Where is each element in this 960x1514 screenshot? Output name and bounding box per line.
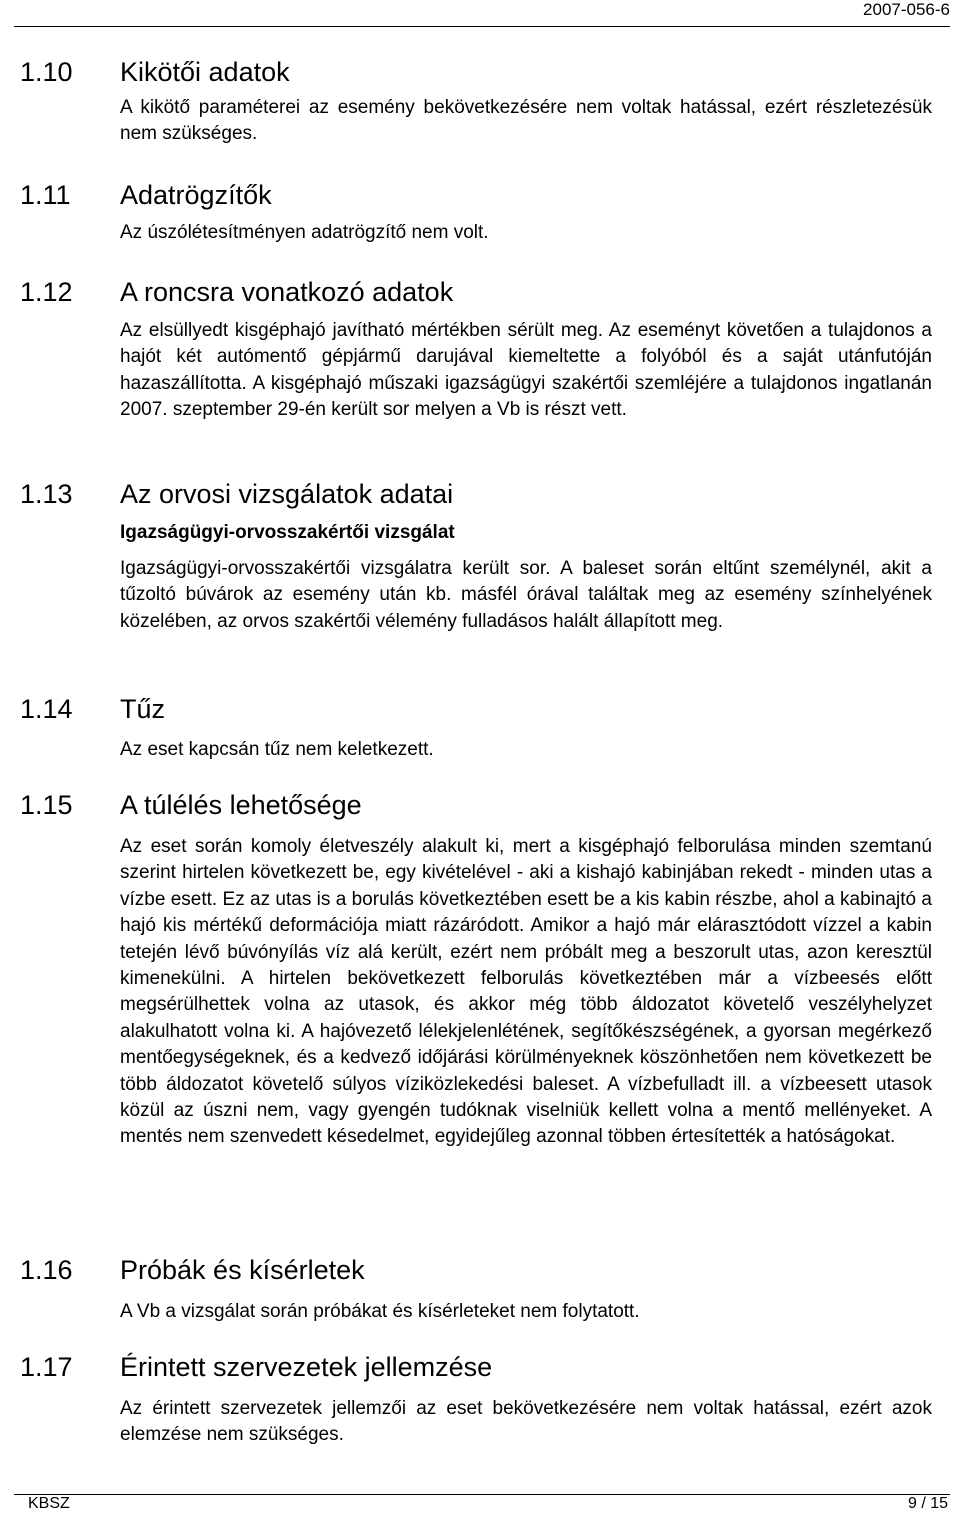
section-1-16 [20, 1253, 932, 1325]
header-divider [14, 26, 950, 27]
section-heading [20, 788, 932, 822]
section-1-11 [20, 178, 932, 246]
section-1-10 [20, 55, 932, 148]
section-1-13 [20, 477, 932, 635]
section-heading [20, 55, 932, 89]
section-body: Az elsüllyedt kisgéphajó javítható mértékben sérült meg. Az eseményt követően a tulajdonos a hajót két autómentő gépjármű darujával kiemeltette a folyóból és a saját utánfutóján hazaszállította. A kisgéphajó műszaki igazságügyi szakértői szemléjére a tulajdonos ingatlanán 2007. szeptember 29-én került sor melyen a Vb is részt vett. [120, 320, 932, 421]
section-body: Az érintett szervezetek jellemzői az eset bekövetkezésére nem voltak hatással, ezért azok elemzése nem szükséges. [120, 1398, 932, 1446]
footer-organization: KBSZ [28, 1495, 70, 1512]
section-number: 1.17 [20, 1352, 73, 1382]
section-number: 1.15 [20, 790, 73, 820]
section-body: A kikötő paraméterei az esemény bekövetkezésére nem voltak hatással, ezért részletezésük nem szükséges. [120, 97, 932, 145]
section-title: A roncsra vonatkozó adatok [120, 277, 454, 307]
section-heading [20, 477, 932, 511]
section-body: Az eset kapcsán tűz nem keletkezett. [120, 739, 434, 760]
page-number: 9 / 15 [907, 1495, 948, 1512]
section-heading [20, 275, 932, 309]
section-number: 1.13 [20, 479, 73, 509]
section-subtitle: Igazságügyi-orvosszakértői vizsgálat [120, 522, 455, 543]
section-heading [20, 692, 932, 726]
section-title: A túlélés lehetősége [120, 790, 362, 820]
section-title: Próbák és kísérletek [120, 1255, 365, 1285]
section-1-15 [20, 788, 932, 1151]
section-title: Kikötői adatok [120, 57, 290, 87]
section-number: 1.10 [20, 57, 73, 87]
section-body: A Vb a vizsgálat során próbákat és kísérleteket nem folytatott. [120, 1301, 640, 1322]
document-code: 2007-056-6 [863, 0, 950, 19]
section-number: 1.12 [20, 277, 73, 307]
section-1-14 [20, 692, 932, 763]
section-heading [20, 178, 932, 212]
section-body: Igazságügyi-orvosszakértői vizsgálatra került sor. A baleset során eltűnt személynél, akit a tűzoltó búvárok az esemény után kb. másfél órával találtak meg az esemény színhelyének közelében, az orvos szakértői vélemény fulladásos halált állapított meg. [120, 558, 932, 632]
section-body: Az úszólétesítményen adatrögzítő nem volt. [120, 222, 489, 243]
section-1-12 [20, 275, 932, 424]
section-title: Az orvosi vizsgálatok adatai [120, 479, 454, 509]
section-heading [20, 1253, 932, 1287]
section-number: 1.14 [20, 694, 73, 724]
section-heading [20, 1350, 932, 1384]
section-body: Az eset során komoly életveszély alakult ki, mert a kisgéphajó felborulása minden szemtanú szerint hirtelen következett be, egy kivételével - aki a kishajó kabinjában rekedt - minden utas a vízbe esett. Ez az utas is a borulás következtében esett be a kis kabin részbe, ahol a kabinajtó a hajó kis mértékű deformációja miatt rázáródott. Amikor a hajó már elárasztódott vízzel a kabin tetején lévő búvónyílás víz alá került, ezért nem próbált meg a beszorult utas, azon keresztül kimenekülni. A hirtelen bekövetkezett felborulás következtében már a vízbeesés előtt megsérülhettek volna az utasok, és akkor még több áldozatot követelő veszélyhelyzet alakulhatott volna ki. A hajóvezető lélekjelenlétének, segítőkészségének, a gyorsan megérkező mentőegységeknek, és a kedvező időjárási körülményeknek köszönhetően nem következett be több áldozatot követelő súlyos víziközlekedési baleset. A vízbefulladt ill. a vízbeesett utasok közül az úszni nem, vagy gyengén tudóknak viselniük kellett volna a mentő mellényeket. A mentés nem szenvedett késedelmet, egyidejűleg azonnal többen értesítették a hatóságokat. [120, 836, 932, 1148]
section-1-17 [20, 1350, 932, 1449]
section-title: Érintett szervezetek jellemzése [120, 1352, 493, 1382]
section-number: 1.11 [20, 180, 71, 210]
section-title: Tűz [120, 694, 166, 724]
section-number: 1.16 [20, 1255, 73, 1285]
footer-divider [14, 1494, 950, 1495]
section-title: Adatrögzítők [120, 180, 272, 210]
